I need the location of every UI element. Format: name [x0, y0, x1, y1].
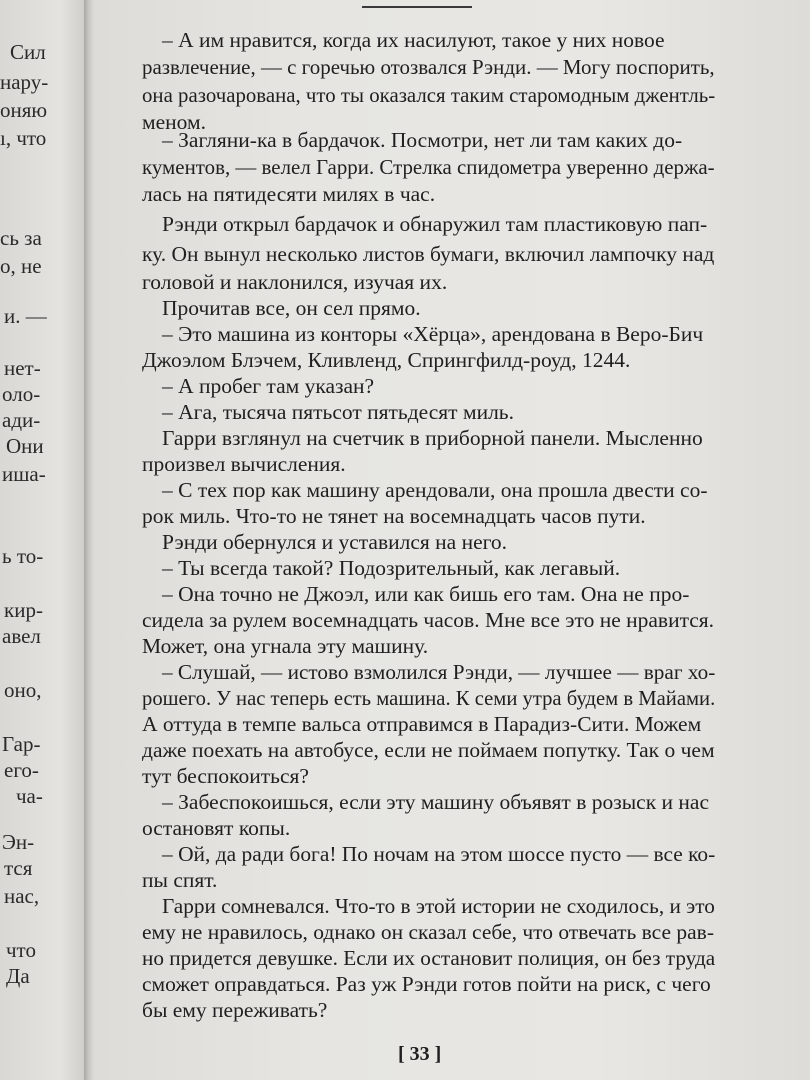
text-line: – А им нравится, когда их насилуют, такое у них новое — [162, 28, 665, 52]
text-line: пы спят. — [142, 868, 218, 892]
left-text-fragment: сь за — [0, 226, 42, 250]
text-line: А оттуда в темпе вальса отправимся в Парадиз-Сити. Можем — [142, 712, 702, 736]
text-line: Прочитав все, он сел прямо. — [162, 296, 421, 320]
text-line: сидела за рулем восемнадцать часов. Мне все это не нравится. — [142, 608, 715, 632]
left-text-fragment: ади- — [2, 408, 41, 432]
text-line: тут беспокоиться? — [142, 764, 309, 788]
text-line: Гарри сомневался. Что-то в этой истории не сходилось, и это — [162, 894, 715, 918]
left-text-fragment: иша- — [2, 462, 46, 486]
text-line: остановят копы. — [142, 816, 291, 840]
text-line: сможет оправдаться. Раз уж Рэнди готов пойти на риск, с чего — [142, 972, 711, 996]
left-text-fragment: ı, что — [0, 126, 47, 150]
text-line: она разочарована, что ты оказался таким старомодным джентль- — [142, 83, 716, 107]
text-line: но придется девушке. Если их остановит полиция, он без труда — [142, 946, 716, 970]
page-number: [ 33 ] — [398, 1043, 442, 1065]
text-line: даже поехать на автобусе, если не поймаем попутку. Так о чем — [142, 738, 715, 762]
left-text-fragment: о, не — [0, 254, 42, 278]
text-line: Рэнди обернулся и уставился на него. — [162, 530, 508, 554]
text-line: – А пробег там указан? — [162, 374, 375, 398]
text-line: – Слушай, — истово взмолился Рэнди, — лучшее — враг хо- — [162, 660, 716, 684]
left-text-fragment: оно, — [4, 678, 42, 702]
text-line: бы ему переживать? — [142, 998, 328, 1022]
left-text-fragment: нас, — [4, 884, 40, 908]
left-text-fragment: кир- — [4, 598, 43, 622]
text-line: головой и наклонился, изучая их. — [142, 270, 448, 294]
left-text-fragment: оло- — [2, 382, 41, 406]
text-line: развлечение, — с горечью отозвался Рэнди. — Могу поспорить, — [142, 55, 715, 79]
text-line: Может, она угнала эту машину. — [142, 634, 429, 658]
left-text-fragment: и. — — [4, 304, 47, 328]
left-text-fragment: авел — [2, 624, 41, 648]
left-text-fragment: ча- — [16, 784, 43, 808]
left-text-fragment: его- — [4, 758, 39, 782]
text-line: рок миль. Что-то не тянет на восемнадцать часов пути. — [142, 504, 646, 528]
book-gutter — [84, 0, 94, 1080]
text-line: – Забеспокоишься, если эту машину объявят в розыск и нас — [162, 790, 710, 814]
text-line: меном. — [142, 110, 206, 134]
text-line: ему не нравилось, однако он сказал себе, что отвечать все рав- — [142, 920, 714, 944]
left-text-fragment: нет- — [4, 356, 41, 380]
text-line: произвел вычисления. — [142, 452, 346, 476]
text-line: кументов, — велел Гарри. Стрелка спидометра уверенно держа- — [142, 155, 715, 179]
text-line: лась на пятидесяти милях в час. — [142, 182, 436, 206]
left-text-fragment: тся — [4, 856, 33, 880]
text-line: Гарри взглянул на счетчик в приборной панели. Мысленно — [162, 426, 703, 450]
left-text-fragment: что — [6, 938, 36, 962]
top-rule — [362, 6, 472, 8]
text-line: Джоэлом Блэчем, Кливленд, Спрингфилд-роуд, 1244. — [142, 348, 631, 372]
text-line: – Загляни-ка в бардачок. Посмотри, нет ли там каких до- — [162, 128, 683, 152]
text-line: – Это машина из конторы «Хёрца», арендована в Веро-Бич — [162, 322, 704, 346]
left-text-fragment: Эн- — [2, 830, 35, 854]
left-text-fragment: Да — [6, 964, 30, 988]
text-line: рошего. У нас теперь есть машина. К семи утра будем в Майами. — [142, 686, 716, 710]
left-text-fragment: нару- — [0, 70, 49, 94]
text-line: ку. Он вынул несколько листов бумаги, включил лампочку над — [142, 242, 715, 266]
text-line: – Ты всегда такой? Подозрительный, как легавый. — [162, 556, 621, 580]
text-line: – Ага, тысяча пятьсот пятьдесят миль. — [162, 400, 514, 424]
text-line: – Ой, да ради бога! По ночам на этом шоссе пусто — все ко- — [162, 842, 716, 866]
text-line: Рэнди открыл бардачок и обнаружил там пластиковую пап- — [162, 212, 708, 236]
left-text-fragment: оняю — [0, 98, 48, 122]
left-text-fragment: ь то- — [2, 544, 44, 568]
left-text-fragment: Они — [6, 434, 44, 458]
left-page-edge — [0, 0, 86, 1080]
left-text-fragment: Сил — [10, 40, 46, 64]
text-line: – С тех пор как машину арендовали, она прошла двести со- — [162, 478, 708, 502]
left-text-fragment: Гар- — [2, 732, 41, 756]
text-line: – Она точно не Джоэл, или как бишь его там. Она не про- — [162, 582, 690, 606]
